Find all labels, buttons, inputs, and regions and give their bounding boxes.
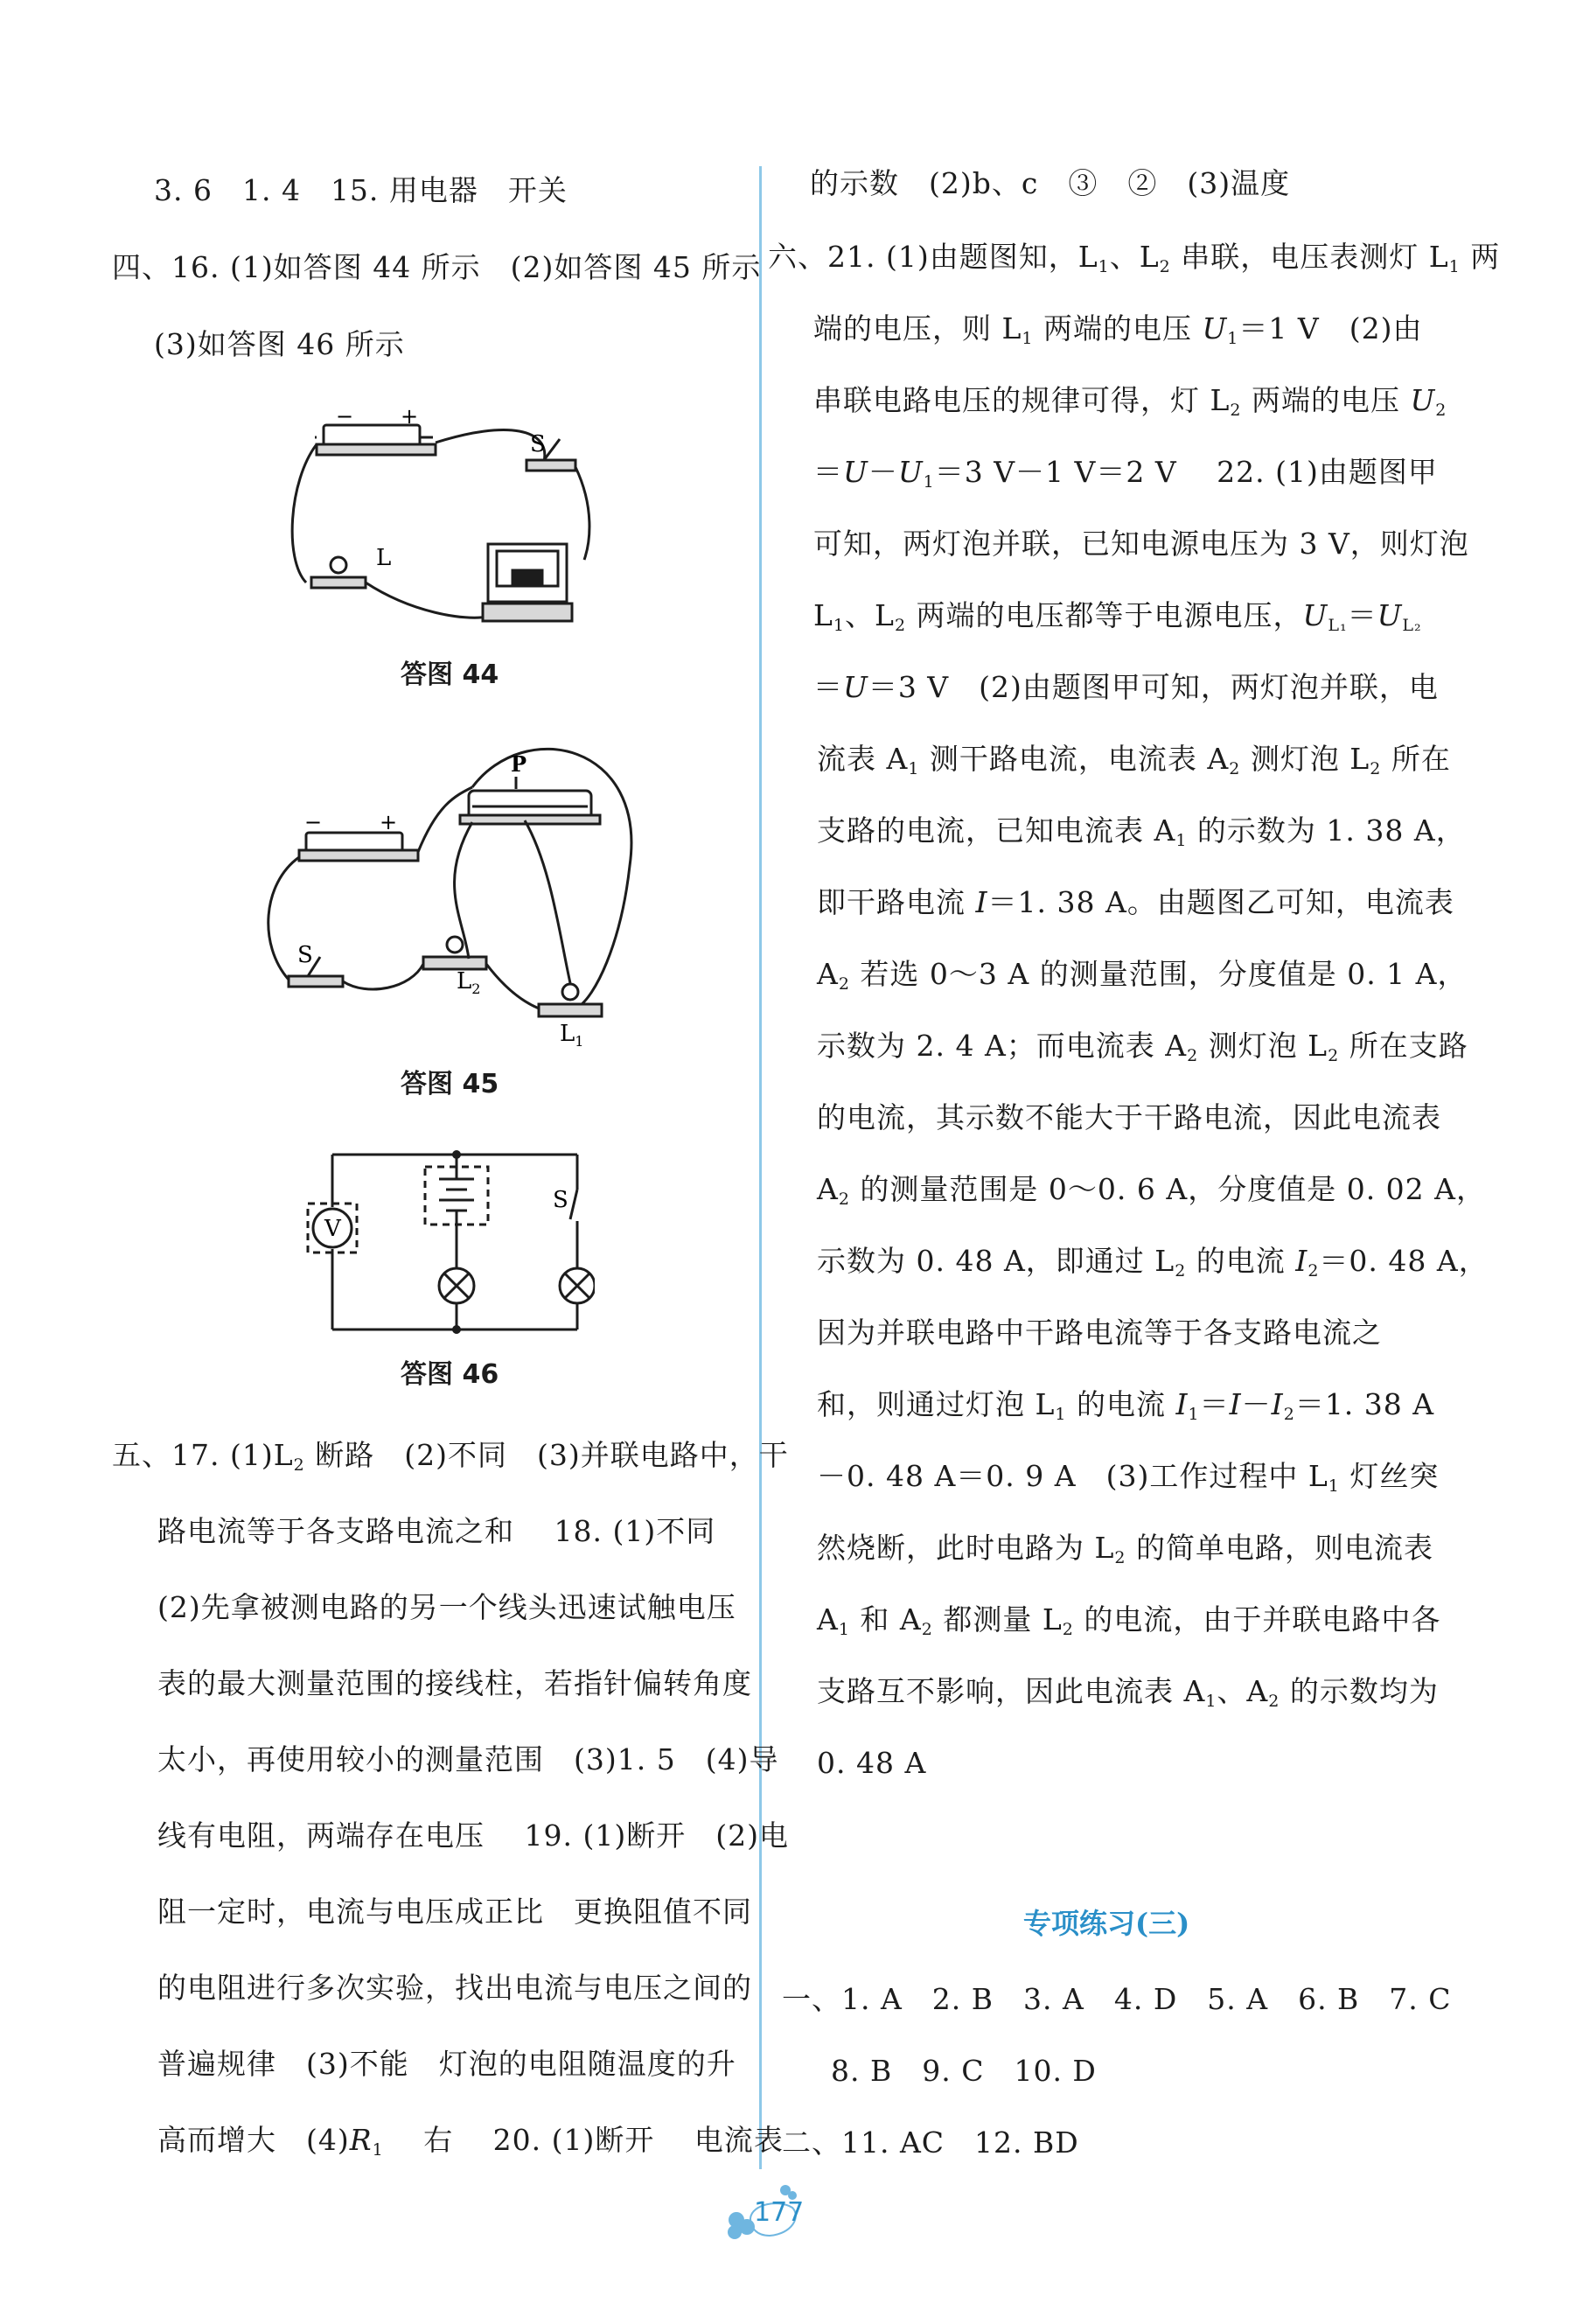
switch-label: S (297, 942, 313, 968)
circuit-figure-44 (289, 394, 630, 656)
page-number: 177 (717, 2178, 813, 2248)
answer-line: 二、11. AC 12. BD (782, 2125, 1079, 2160)
answer-line: 普遍规律 (3)不能 灯泡的电阻随温度的升 (157, 2047, 736, 2081)
lamp-l2-label: $L_2$ (457, 968, 481, 997)
slider-label: P (511, 751, 527, 777)
answer-line: $A_1$ 和 $A_2$ 都测量 $L_2$ 的电流，由于并联电路中各 (817, 1602, 1441, 1639)
answer-line: 3. 6 1. 4 15. 用电器 开关 (154, 173, 568, 207)
answer-line: 阻一定时，电流与电压成正比 更换阻值不同 (157, 1895, 752, 1929)
answer-line: $L_1$、$L_2$ 两端的电压都等于电源电压，$U_{L_1}=U_{L_2}$ (813, 598, 1422, 635)
answer-line: 支路的电流，已知电流表 $A_1$ 的示数为 1. 38 A， (817, 813, 1466, 850)
answer-line: 0. 48 A (817, 1746, 927, 1780)
lamp-l1-label: $L_1$ (560, 1021, 584, 1050)
circuit-diagram-46 (297, 1146, 595, 1338)
answer-line: 路电流等于各支路电流之和 18. (1)不同 (157, 1514, 716, 1548)
answer-line: 8. B 9. C 10. D (831, 2054, 1097, 2088)
circuit-figure-45 (262, 735, 647, 1050)
figure-caption: 答图 44 (401, 660, 499, 690)
answer-line: $A_2$ 的测量范围是 0～0. 6 A，分度值是 0. 02 A， (817, 1172, 1486, 1209)
answer-line: 的电阻进行多次实验，找出电流与电压之间的 (157, 1971, 752, 2005)
answer-line: 因为并联电路中干路电流等于各支路电流之 (817, 1316, 1382, 1350)
answer-line: 支路互不影响，因此电流表 $A_1$、$A_2$ 的示数均为 (817, 1674, 1439, 1711)
answer-line: $=U-U_1=3$ V－1 V＝2 V 22. (1)由题图甲 (813, 455, 1438, 492)
plus-label: + (401, 404, 419, 429)
answer-line: 一、1. A 2. B 3. A 4. D 5. A 6. B 7. C (782, 1982, 1452, 2016)
answer-line: $A_2$ 若选 0～3 A 的测量范围，分度值是 0. 1 A， (817, 957, 1468, 994)
answer-line: 流表 $A_1$ 测干路电流，电流表 $A_2$ 测灯泡 $L_2$ 所在 (817, 742, 1451, 778)
plus-label: + (380, 810, 398, 834)
answer-line: 线有电阻，两端存在电压 19. (1)断开 (2)电 (157, 1818, 789, 1853)
answer-line: ＝U＝3 V (2)由题图甲可知，两灯泡并联，电 (813, 670, 1439, 704)
answer-line: 五、17. $(1)L_2$ 断路 (2)不同 (3)并联电路中，干 (112, 1438, 789, 1475)
answer-line: 表的最大测量范围的接线柱，若指针偏转角度 (157, 1666, 752, 1700)
answer-line: 的电流，其示数不能大于干路电流，因此电流表 (817, 1100, 1441, 1134)
section-title: 专项练习(三) (1023, 1907, 1190, 1940)
answer-line: 串联电路电压的规律可得，灯 $L_2$ 两端的电压 $U_2$ (813, 383, 1447, 420)
answer-line: 示数为 0. 48 A，即通过 $L_2$ 的电流 $I_2=0$. 48 A， (817, 1244, 1489, 1281)
figure-caption: 答图 45 (401, 1069, 499, 1099)
switch-label: S (553, 1187, 568, 1213)
answer-line: 和，则通过灯泡 $L_1$ 的电流 $I_1=I-I_2=1$. 38 A (817, 1387, 1435, 1424)
minus-label: − (336, 404, 354, 429)
minus-label: − (304, 810, 323, 834)
voltmeter-label: V (324, 1216, 341, 1242)
answer-line: 太小，再使用较小的测量范围 (3)1. 5 (4)导 (157, 1742, 779, 1776)
answer-line: 六、21. (1)由题图知，$L_1$、$L_2$ 串联，电压表测灯 $L_1$ 两 (768, 240, 1501, 276)
figure-caption: 答图 46 (401, 1359, 499, 1390)
answer-line: (2)先拿被测电路的另一个线头迅速试触电压 (157, 1590, 736, 1624)
answer-line: 的示数 (2)b、c ③ ② (3)温度 (810, 166, 1291, 200)
answer-line: 端的电压，则 $L_1$ 两端的电压 $U_1=1$ V (2)由 (813, 311, 1423, 348)
lamp-label: L (376, 545, 392, 571)
switch-label: S (530, 431, 546, 457)
answer-line: 即干路电流 I＝1. 38 A。由题图乙可知，电流表 (817, 885, 1454, 919)
answer-line: 高而增大 $(4)R_1$ 右 20. (1)断开 电流表 (157, 2123, 784, 2160)
answer-line: 示数为 2. 4 A；而电流表 $A_2$ 测灯泡 $L_2$ 所在支路 (817, 1029, 1468, 1065)
column-divider (759, 166, 762, 2169)
answer-line: －0. 48 A＝0. 9 A (3)工作过程中 $L_1$ 灯丝突 (817, 1459, 1440, 1496)
answer-line: (3)如答图 46 所示 (154, 327, 405, 361)
answer-line: 四、16. (1)如答图 44 所示 (2)如答图 45 所示 (112, 250, 762, 284)
answer-line: 然烧断，此时电路为 $L_2$ 的简单电路，则电流表 (817, 1531, 1433, 1567)
answer-line: 可知，两灯泡并联，已知电源电压为 3 V，则灯泡 (813, 527, 1469, 561)
